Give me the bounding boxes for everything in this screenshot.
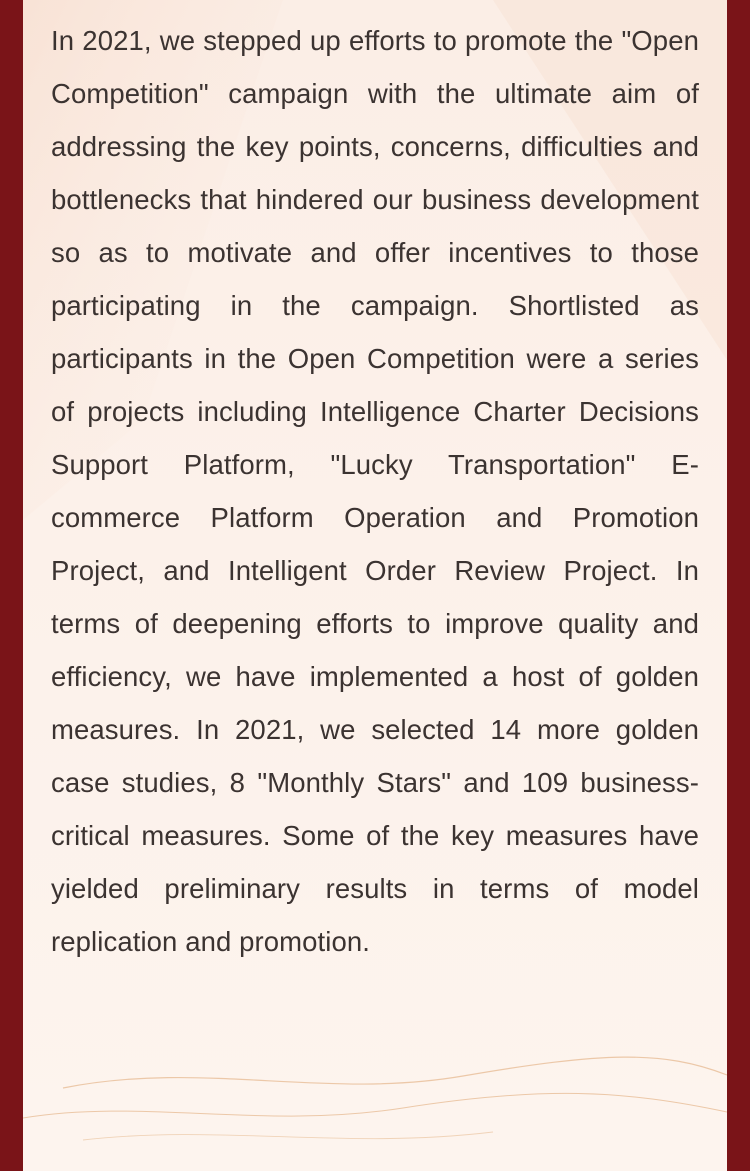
right-frame-border bbox=[727, 0, 750, 1171]
decor-wave-line-2 bbox=[23, 1093, 727, 1118]
left-frame-border bbox=[0, 0, 23, 1171]
content-panel bbox=[23, 0, 727, 1171]
decor-wave-line-3 bbox=[83, 1132, 493, 1140]
body-paragraph: In 2021, we stepped up efforts to promote the "Open Competition" campaign with the ultimate aim of addressing the key points, concerns, difficulties and bottlenecks that hindered our business development so as to motivate and offer incentives to those participating in the campaign. Shortlisted as participants in the Open Competition were a series of projects including Intelligence Charter Decisions Support Platform, "Lucky Transportation" E-commerce Platform Operation and Promotion Project, and Intelligent Order Review Project. In terms of deepening efforts to improve quality and efficiency, we have implemented a host of golden measures. In 2021, we selected 14 more golden case studies, 8 "Monthly Stars" and 109 business-critical measures. Some of the key measures have yielded preliminary results in terms of model replication and promotion. bbox=[51, 25, 699, 957]
decor-wave-line-1 bbox=[63, 1057, 727, 1088]
